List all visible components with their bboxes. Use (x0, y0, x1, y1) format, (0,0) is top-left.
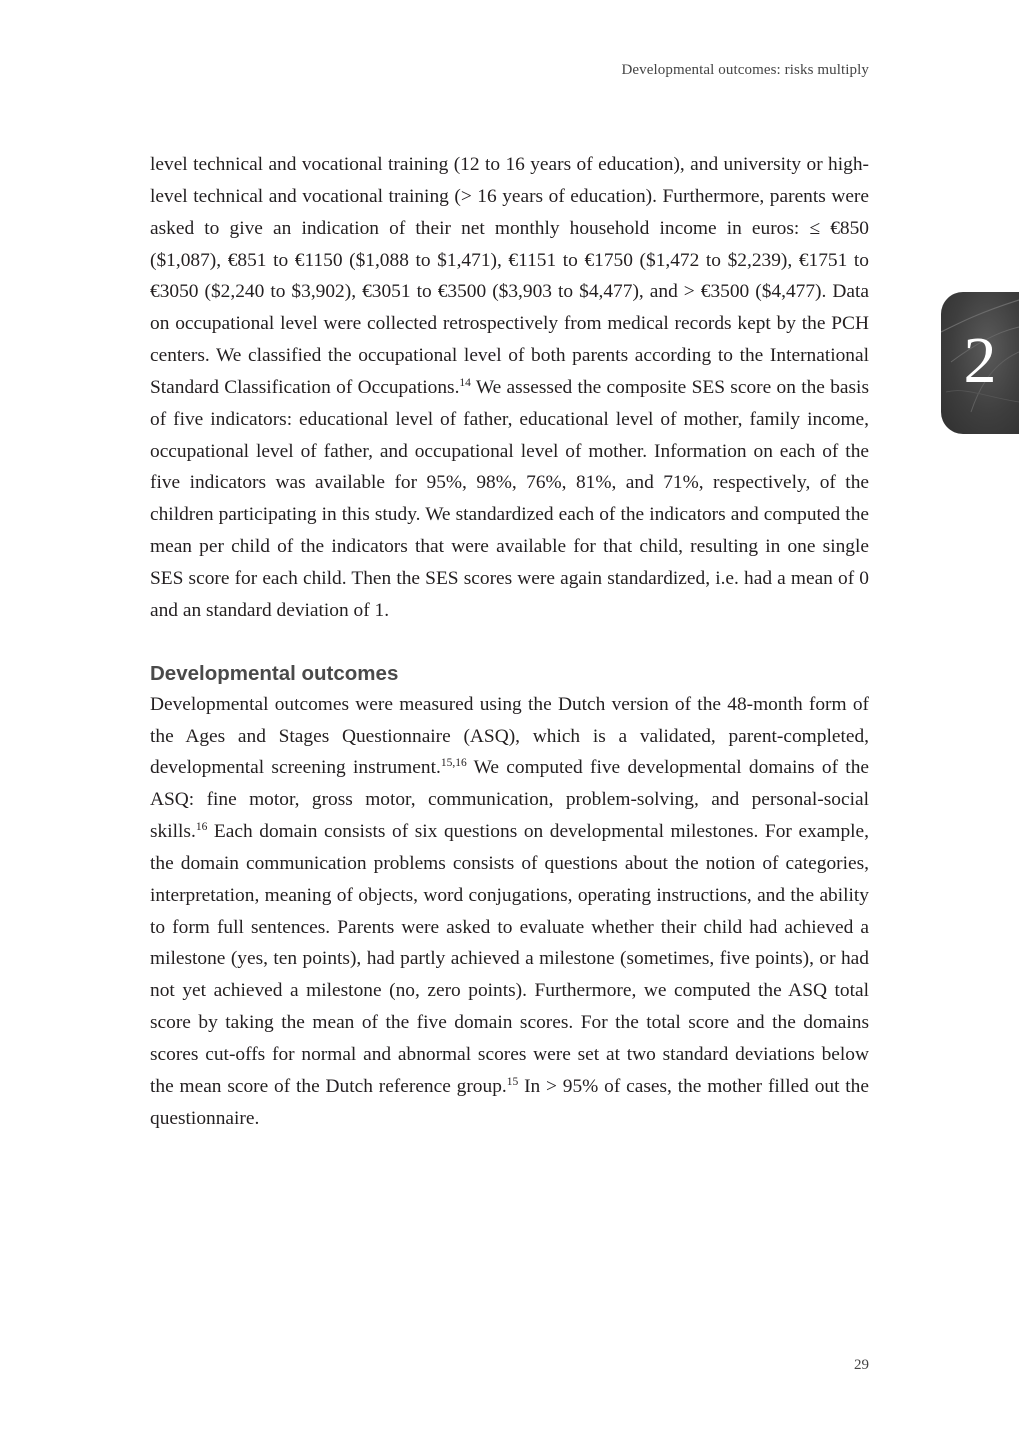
page-body (150, 149, 869, 1134)
page-number: 29 (854, 1357, 869, 1373)
citation-ref: 16 (195, 821, 208, 834)
paragraph-text: Developmental outcomes were measured using the Dutch version of the 48-month form of the Ages and Stages Questionnaire (ASQ), which is a validated, parent-completed, developmental screening instrument. (150, 693, 869, 779)
paragraph-text: Each domain consists of six questions on developmental milestones. For example, the domain communication problems consists of questions about the notion of categories, interpretation, meaning of objects, word conjugations, operating instructions, and the ability to form full sentences. Parents were asked to evaluate whether their child had achieved a milestone (yes, ten points), had partly achieved a milestone (sometimes, five points), or had not yet achieved a milestone (no, zero points). Furthermore, we computed the ASQ total score by taking the mean of the five domain scores. For the total score and the domains scores cut-offs for normal and abnormal scores were set at two standard deviations below the mean score of the Dutch reference group. (150, 821, 869, 1097)
paragraph-text: In > 95% of cases, the mother filled out the questionnaire. (150, 1075, 869, 1129)
body-paragraph (150, 689, 869, 1135)
running-header: Developmental outcomes: risks multiply (621, 62, 869, 78)
chapter-tab (941, 292, 1019, 434)
chapter-number: 2 (963, 324, 997, 397)
paragraph-text: We assessed the composite SES score on the basis of five indicators: educational level of father, educational level of mother, family income, occupational level of father, and occupational level of mother. Information on each of the five indicators was available for 95%, 98%, 76%, 81%, and 71%, respectively, of the children participating in this study. We standardized each of the indicators and computed the mean per child of the indicators that were available for that child, resulting in one single SES score for each child. Then the SES scores were again standardized, i.e. had a mean of 0 and an standard deviation of 1. (150, 376, 869, 621)
citation-ref: 14 (459, 376, 471, 389)
section-heading: Developmental outcomes (150, 661, 399, 685)
paragraph-text: We computed five developmental domains of the ASQ: fine motor, gross motor, communication, problem-solving, and personal-social skills. (150, 757, 869, 843)
citation-ref: 15 (506, 1075, 519, 1088)
paragraph-text: level technical and vocational training (12 to 16 years of education), and university or high-level technical and vocational training (> 16 years of education). Furthermore, parents were asked to give an indication of their net monthly household income in euros: ≤ €850 ($1,087), €851 to €1150 ($1,088 to $1,471), €1151 to €1750 ($1,472 to $2,239), €1751 to €3050 ($2,240 to $3,902), €3051 to €3500 ($3,903 to $4,477), and > €3500 ($4,477). Data on occupational level were collected retrospectively from medical records kept by the PCH centers. We classified the occupational level of both parents according to the International Standard Classification of Occupations. (150, 154, 869, 398)
body-paragraph (150, 149, 869, 627)
citation-ref: 15,16 (440, 757, 467, 770)
